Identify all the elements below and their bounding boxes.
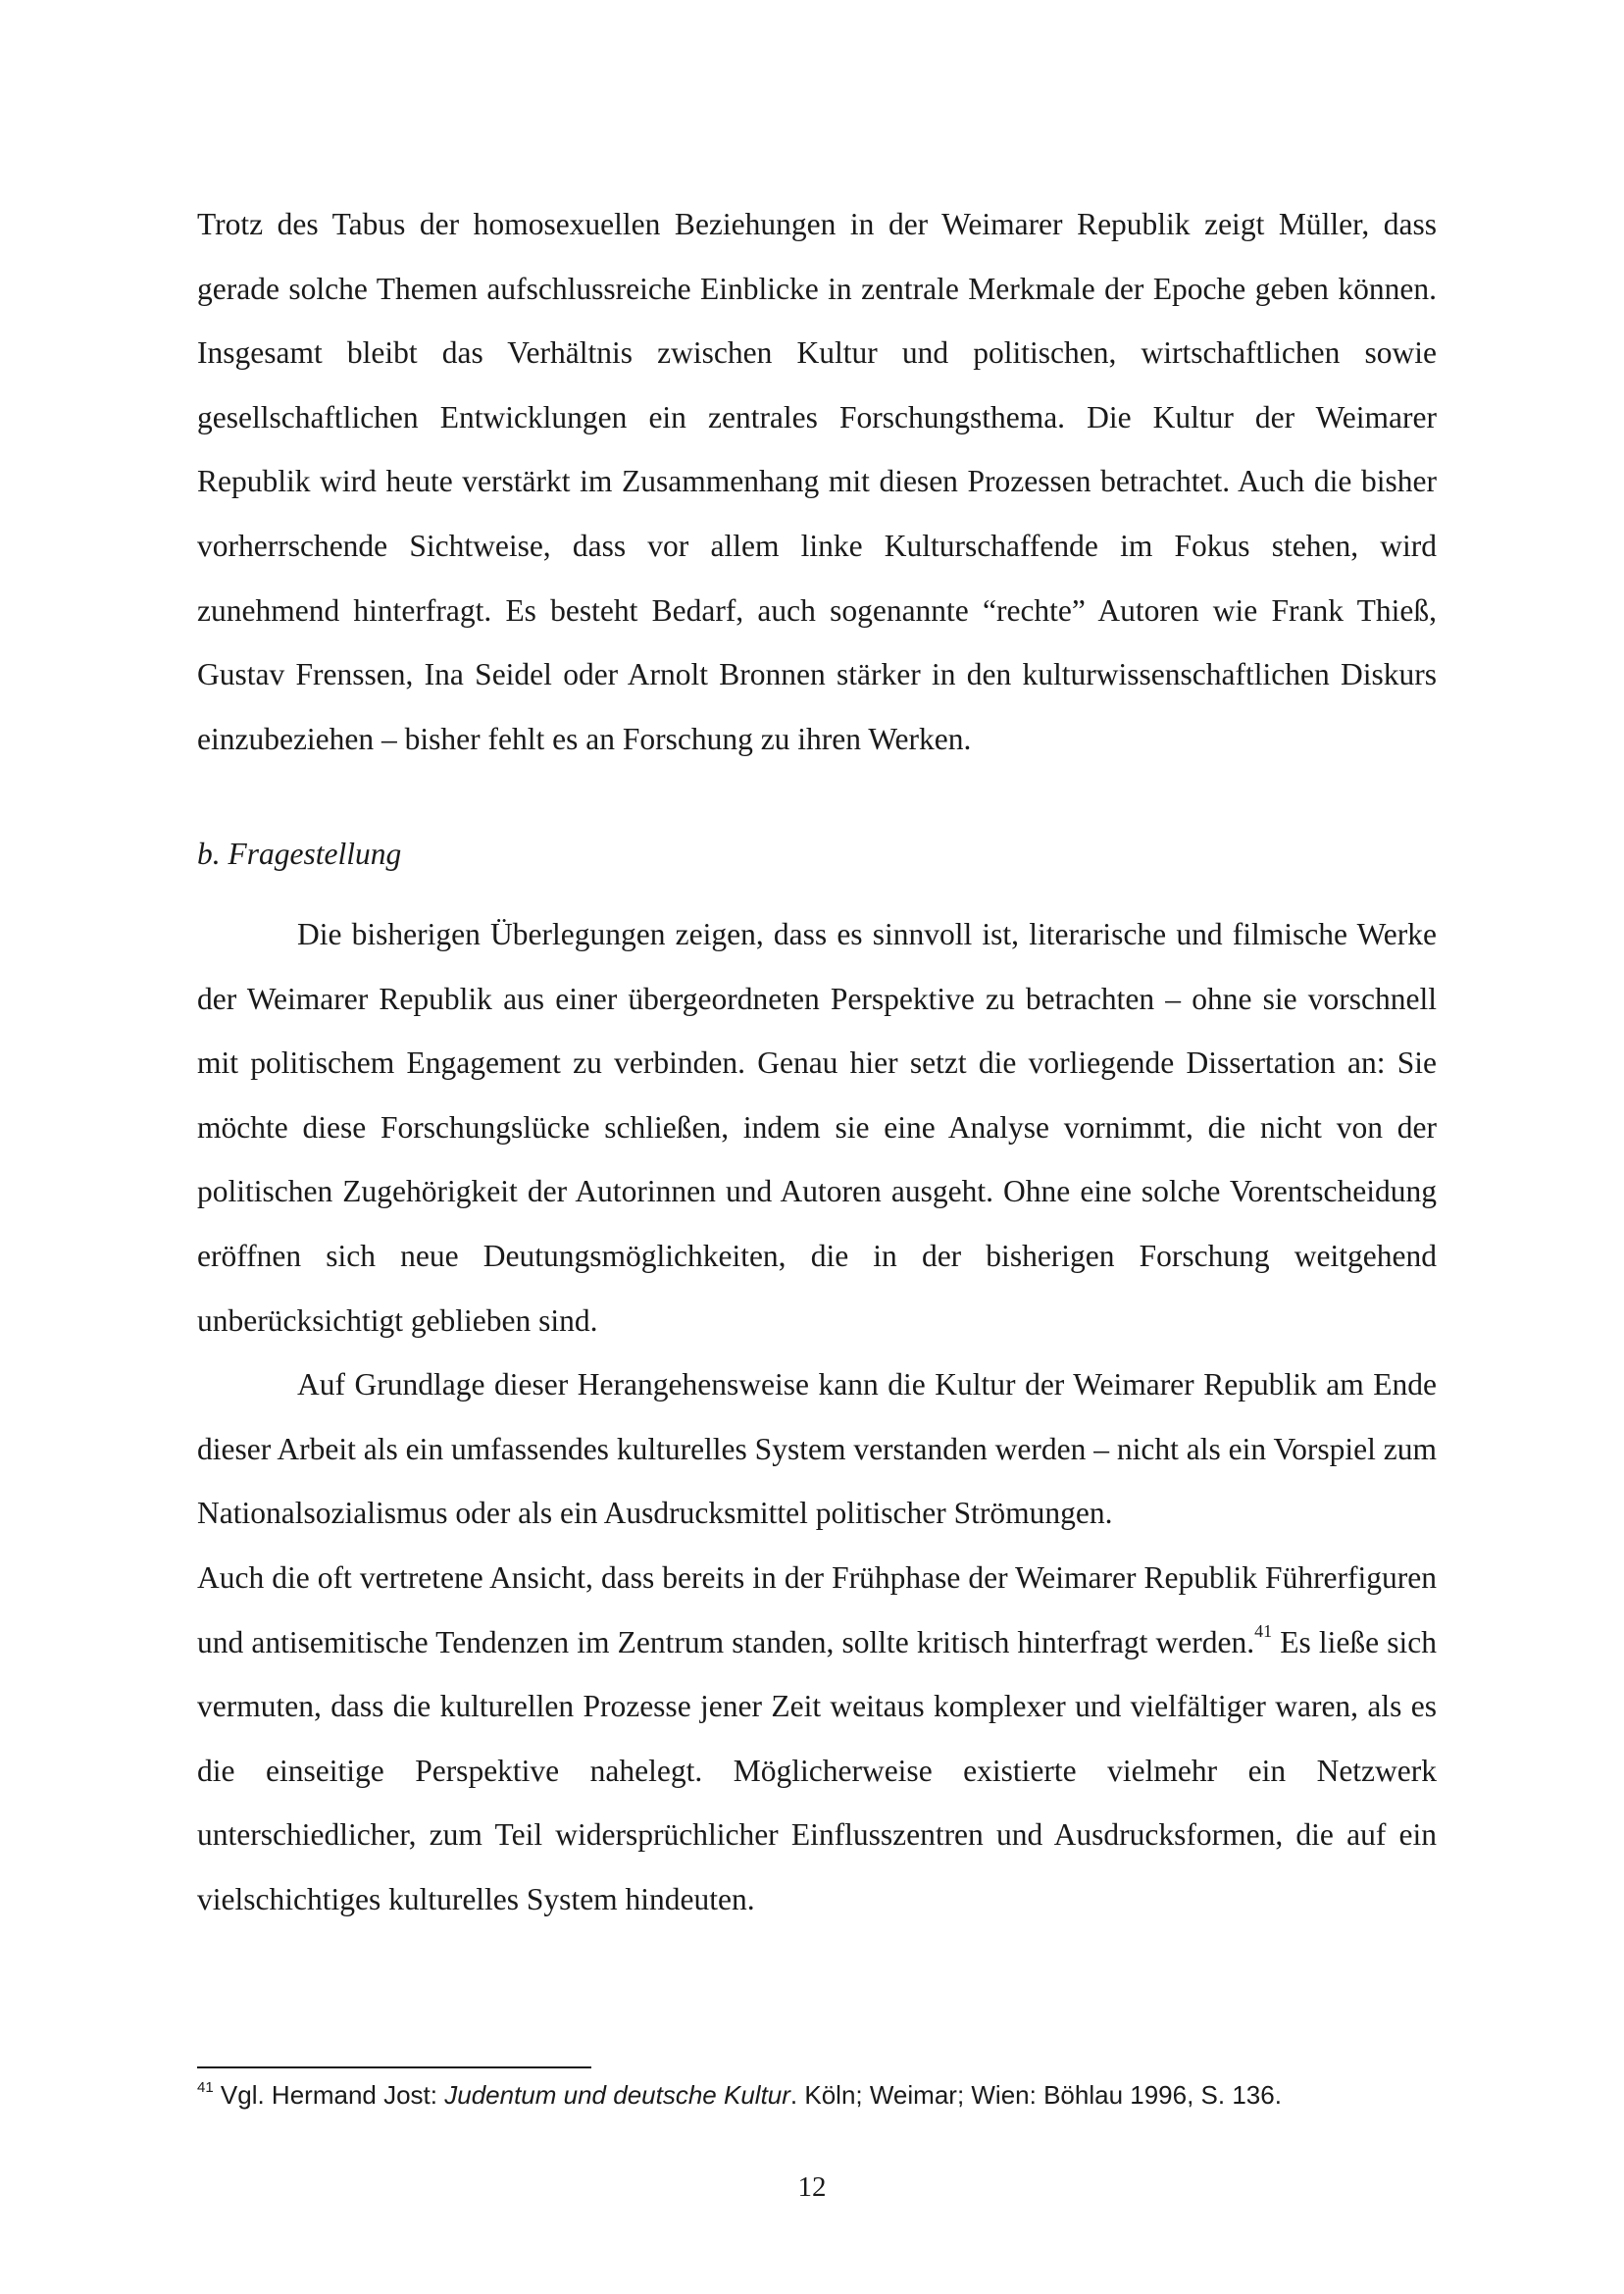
page-body (197, 192, 1437, 1916)
paragraph-4 (197, 1546, 1437, 1932)
paragraph-4-text-a: Auch die oft vertretene Ansicht, dass bereits in der Frühphase der Weimarer Republik Führerfiguren und antisemitische Tendenzen im Zentrum standen, sollte kritisch hinterfragt werden. (197, 1560, 1437, 1659)
paragraph-1: Trotz des Tabus der homosexuellen Beziehungen in der Weimarer Republik zeigt Müller, dass gerade solche Themen aufschlussreiche Einblicke in zentrale Merkmale der Epoche geben können. Insgesamt bleibt das Verhältnis zwischen Kultur und politischen, wirtschaftlichen sowie gesellschaftlichen Entwicklungen ein zentrales Forschungsthema. Die Kultur der Weimarer Republik wird heute verstärkt im Zusammenhang mit diesen Prozessen betrachtet. Auch die bisher vorherrschende Sichtweise, dass vor allem linke Kulturschaffende im Fokus stehen, wird zunehmend hinterfragt. Es besteht Bedarf, auch sogenannte “rechte” Autoren wie Frank Thieß, Gustav Frenssen, Ina Seidel oder Arnolt Bronnen stärker in den kulturwissenschaftlichen Diskurs einzubeziehen – bisher fehlt es an Forschung zu ihren Werken. (197, 207, 1437, 756)
paragraph-3: Auf Grundlage dieser Herangehensweise kann die Kultur der Weimarer Republik am Ende dieser Arbeit als ein umfassendes kulturelles System verstanden werden – nicht als ein Vorspiel zum Nationalsozialismus oder als ein Ausdrucksmittel politischer Strömungen. (197, 1367, 1437, 1531)
section-heading-fragestellung: b. Fragestellung (197, 837, 402, 871)
footnote-reference[interactable]: 41 (1254, 1621, 1273, 1642)
page-number: 12 (797, 2171, 827, 2203)
paragraph-4-text-b: Es ließe sich vermuten, dass die kulturellen Prozesse jener Zeit weitaus komplexer und vielfältiger waren, als es die einseitige Perspektive nahelegt. Möglicherweise existierte vielmehr ein Netzwerk unterschiedlicher, zum Teil widersprüchlicher Einflusszentren und Ausdrucksformen, die auf ein vielschichtiges kulturelles System hindeuten. (197, 1624, 1437, 1916)
paragraph-2: Die bisherigen Überlegungen zeigen, dass es sinnvoll ist, literarische und filmische Werke der Weimarer Republik aus einer übergeordneten Perspektive zu betrachten – ohne sie vorschnell mit politischem Engagement zu verbinden. Genau hier setzt die vorliegende Dissertation an: Sie möchte diese Forschungslücke schließen, indem sie eine Analyse vornimmt, die nicht von der politischen Zugehörigkeit der Autorinnen und Autoren ausgeht. Ohne eine solche Vorentscheidung eröffnen sich neue Deutungsmöglichkeiten, die in der bisherigen Forschung weitgehend unberücksichtigt geblieben sind. (197, 917, 1437, 1338)
footnote-number: 41 (197, 2079, 214, 2097)
footnote-separator (197, 2066, 591, 2068)
footnote-title: Judentum und deutsche Kultur (444, 2080, 790, 2110)
footnote-suffix: . Köln; Weimar; Wien: Böhlau 1996, S. 136. (789, 2080, 1282, 2110)
footnote-prefix: Vgl. Hermand Jost: (213, 2080, 445, 2110)
footnote (197, 2077, 1437, 2113)
